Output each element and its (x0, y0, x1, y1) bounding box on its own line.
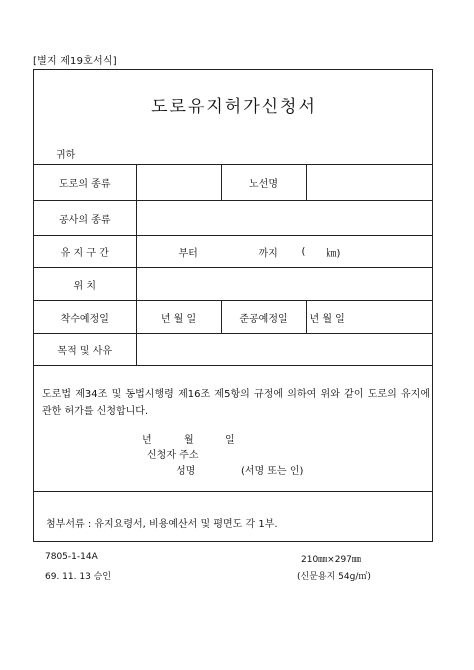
road-type-label: 도로의 종류 (34, 165, 136, 201)
purpose-row (34, 334, 433, 366)
open-paren: ( (301, 246, 306, 257)
km-unit-label: ㎞) (326, 248, 341, 259)
maintenance-section-field[interactable] (136, 236, 433, 268)
road-type-row (34, 165, 433, 201)
location-row (34, 268, 433, 301)
footer-form-number: 7805-1-14A (45, 552, 98, 562)
addressee-line: 귀하 (56, 150, 76, 161)
footer-paper-size: 210㎜×297㎜ (301, 555, 361, 565)
work-type-label: 공사의 종류 (34, 201, 136, 236)
date-month: 월 (184, 435, 194, 446)
road-type-field[interactable] (136, 165, 221, 201)
work-type-field[interactable] (136, 201, 433, 236)
applicant-address-label: 신청자 주소 (147, 450, 199, 461)
application-form (33, 69, 433, 542)
purpose-field[interactable] (136, 334, 433, 366)
completion-date-field[interactable]: 년 월 일 (306, 301, 433, 334)
route-name-label: 노선명 (221, 165, 306, 201)
dates-row (34, 301, 433, 334)
attachments-divider (34, 491, 432, 492)
to-label: 까지 (258, 248, 278, 259)
footer-approval-date: 69. 11. 13 승인 (45, 572, 112, 582)
date-year: 년 (142, 435, 152, 446)
from-label: 부터 (178, 248, 198, 259)
start-date-label: 착수예정일 (34, 301, 136, 334)
application-statement: 도로법 제34조 및 동법시행령 제16조 제5항의 규정에 의하여 위와 같이 도로의 유지에 관한 허가를 신청합니다. (42, 389, 430, 417)
date-day: 일 (225, 435, 235, 446)
applicant-name-label: 성명 (176, 466, 196, 477)
completion-date-label: 준공예정일 (221, 301, 306, 334)
route-name-field[interactable] (306, 165, 433, 201)
form-number-tag: [별지 제19호서식] (33, 56, 117, 67)
location-field[interactable] (136, 268, 433, 301)
purpose-label: 목적 및 사유 (34, 334, 136, 366)
footer-paper-type: (신문용지 54g/㎡) (297, 572, 371, 582)
signature-hint: (서명 또는 인) (241, 466, 304, 477)
maintenance-section-label: 유 지 구 간 (34, 236, 136, 268)
attachments-note: 첨부서류 : 유지요령서, 비용예산서 및 평면도 각 1부. (46, 519, 278, 530)
start-date-field[interactable]: 년 월 일 (136, 301, 221, 334)
application-fields-table (34, 164, 433, 366)
location-label: 위 치 (34, 268, 136, 301)
maintenance-section-row (34, 236, 433, 268)
work-type-row (34, 201, 433, 236)
form-title: 도로유지허가신청서 (151, 97, 317, 117)
